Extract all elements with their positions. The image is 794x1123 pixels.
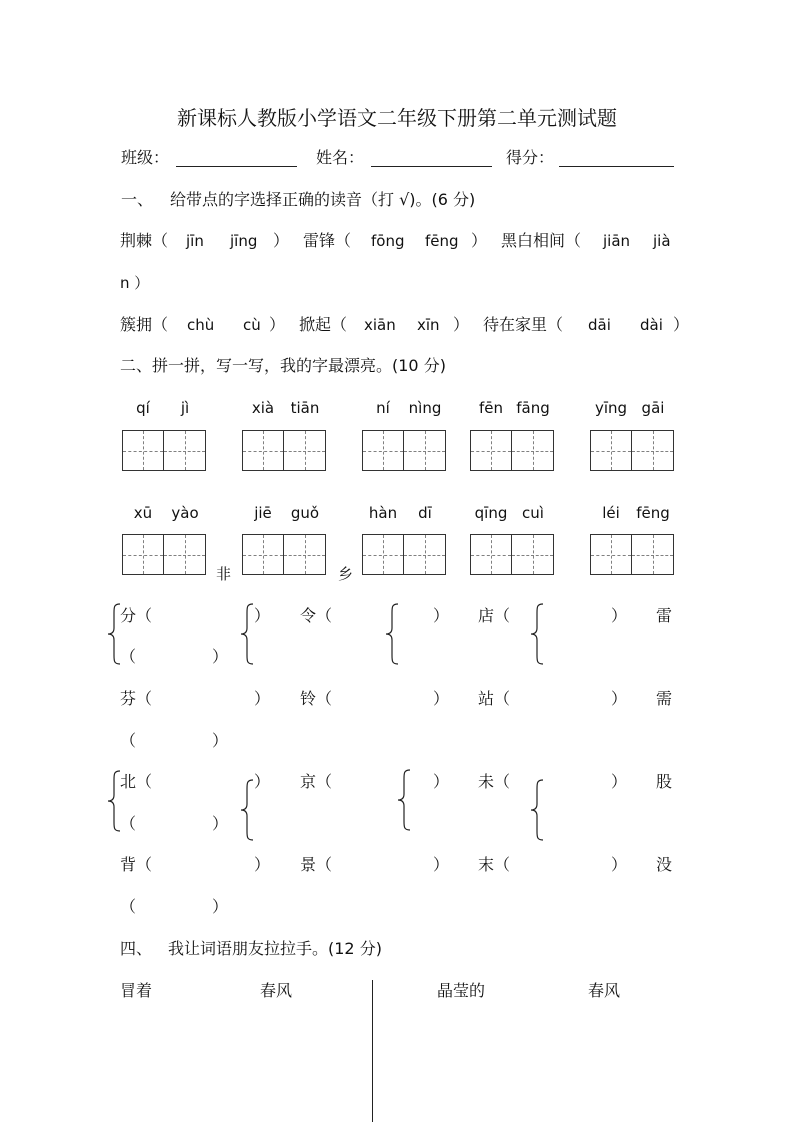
- open-paren: （: [120, 814, 137, 833]
- heading-fragment-text: 非: [216, 565, 232, 583]
- left-brace: [396, 769, 412, 831]
- writing-box: [362, 430, 446, 471]
- pinyin-group: [470, 398, 554, 418]
- match-word-right: 春风: [588, 981, 621, 1000]
- section4-number: 四、: [120, 939, 153, 958]
- compare-char: 京（: [300, 772, 333, 791]
- compare-char: 令（: [300, 606, 333, 625]
- compare-char: 铃（: [300, 689, 333, 708]
- match-word-left: 冒着: [120, 981, 153, 1000]
- compare-char: 站（: [478, 689, 511, 708]
- pinyin-syllable: yào: [171, 504, 199, 522]
- section2-heading: 二、拼一拼，写一写，我的字最漂亮。(10 分): [120, 356, 446, 375]
- pinyin-group: [470, 503, 554, 523]
- pinyin-syllable: xià: [251, 399, 275, 417]
- left-brace: [529, 603, 545, 665]
- writing-cell: [242, 534, 284, 575]
- pronunciation-option: xīn: [417, 316, 440, 334]
- compare-char: 背（: [120, 855, 153, 874]
- open-paren: （: [120, 647, 137, 666]
- pinyin-syllable: xū: [133, 504, 153, 522]
- compare-char: 分（: [120, 606, 153, 625]
- close-paren: ）: [453, 315, 470, 334]
- pronunciation-option: jīn: [186, 232, 204, 250]
- pronunciation-word: 雷锋（: [303, 231, 352, 250]
- writing-box: [590, 430, 674, 471]
- writing-box: [242, 430, 326, 471]
- writing-cell: [512, 534, 554, 575]
- pronunciation-option: chù: [187, 316, 215, 334]
- pinyin-syllable: guǒ: [290, 504, 320, 522]
- writing-cell: [362, 430, 404, 471]
- pronunciation-option: fōng: [371, 232, 405, 250]
- writing-cell: [122, 534, 164, 575]
- compare-char: 店（: [478, 606, 511, 625]
- pronunciation-word: 黑白相间（: [501, 231, 582, 250]
- pronunciation-option: cù: [243, 316, 261, 334]
- compare-char: 没: [656, 855, 673, 874]
- left-brace: [529, 779, 545, 841]
- close-paren: ）: [269, 315, 286, 334]
- close-paren: ）: [254, 772, 271, 791]
- pinyin-group: [122, 398, 206, 418]
- section1-number: 一、: [121, 190, 154, 209]
- close-paren: ）: [212, 897, 229, 916]
- close-paren: ）: [611, 606, 628, 625]
- score-blank: [559, 166, 674, 167]
- close-paren: ）: [611, 689, 628, 708]
- close-paren: ）: [254, 689, 271, 708]
- worksheet-title: 新课标人教版小学语文二年级下册第二单元测试题: [177, 106, 617, 130]
- writing-cell: [470, 430, 512, 471]
- pinyin-syllable: tiān: [290, 399, 320, 417]
- writing-box: [242, 534, 326, 575]
- pinyin-syllable: jì: [180, 399, 190, 417]
- score-label: 得分：: [506, 148, 555, 167]
- writing-cell: [164, 430, 206, 471]
- close-paren: ）: [273, 231, 290, 250]
- writing-cell: [632, 430, 674, 471]
- pinyin-group: [590, 503, 674, 523]
- close-paren: ）: [254, 855, 271, 874]
- close-paren: ）: [611, 855, 628, 874]
- writing-cell: [284, 534, 326, 575]
- writing-cell: [122, 430, 164, 471]
- pinyin-syllable: fāng: [516, 399, 550, 417]
- compare-char: 雷: [656, 606, 673, 625]
- column-divider: [372, 980, 373, 1122]
- close-paren: ）: [433, 606, 450, 625]
- pinyin-group: [242, 398, 326, 418]
- pinyin-syllable: fēng: [636, 504, 670, 522]
- pronunciation-word: 荆棘（: [120, 231, 169, 250]
- pronunciation-option: xiān: [364, 316, 396, 334]
- writing-cell: [242, 430, 284, 471]
- pronunciation-option: dāi: [588, 316, 611, 334]
- close-paren: ）: [471, 231, 488, 250]
- close-paren: ）: [611, 772, 628, 791]
- writing-cell: [590, 430, 632, 471]
- pinyin-syllable: dī: [418, 504, 432, 522]
- writing-cell: [512, 430, 554, 471]
- close-paren: ）: [212, 647, 229, 666]
- pinyin-syllable: hàn: [368, 504, 398, 522]
- pronunciation-option: dài: [640, 316, 663, 334]
- close-paren: ）: [673, 315, 690, 334]
- writing-cell: [470, 534, 512, 575]
- class-blank: [176, 166, 297, 167]
- open-paren: （: [120, 731, 137, 750]
- name-label: 姓名：: [316, 148, 365, 167]
- writing-cell: [590, 534, 632, 575]
- writing-cell: [404, 430, 446, 471]
- pinyin-syllable: qí: [136, 399, 150, 417]
- match-word-right: 晶莹的: [437, 981, 486, 1000]
- pronunciation-word: 待在家里（: [483, 315, 564, 334]
- left-brace: [239, 779, 255, 841]
- pinyin-syllable: ní: [376, 399, 390, 417]
- pronunciation-option: jiān: [603, 232, 631, 250]
- writing-box: [362, 534, 446, 575]
- name-blank: [371, 166, 492, 167]
- section4-instruction: 我让词语朋友拉拉手。(12 分): [168, 939, 382, 958]
- section1-instruction: 给带点的字选择正确的读音（打 √)。(6 分): [170, 190, 476, 209]
- close-paren: ）: [212, 731, 229, 750]
- writing-cell: [164, 534, 206, 575]
- writing-cell: [362, 534, 404, 575]
- writing-cell: [404, 534, 446, 575]
- pinyin-syllable: yīng: [594, 399, 628, 417]
- writing-box: [122, 534, 206, 575]
- compare-char: 北（: [120, 772, 153, 791]
- class-label: 班级：: [121, 148, 170, 167]
- heading-fragment: 乡: [338, 565, 354, 583]
- close-paren: ）: [254, 606, 271, 625]
- writing-box: [590, 534, 674, 575]
- pinyin-group: [362, 503, 446, 523]
- left-brace: [239, 603, 255, 665]
- pinyin-group: [362, 398, 446, 418]
- pronunciation-option: fēng: [425, 232, 459, 250]
- pinyin-group: [122, 503, 206, 523]
- heading-fragment: [216, 564, 232, 584]
- pinyin-syllable: jiē: [254, 504, 272, 522]
- close-paren: ）: [433, 689, 450, 708]
- pronunciation-word: 簇拥（: [120, 315, 169, 334]
- compare-char: 股: [656, 772, 673, 791]
- open-paren: （: [120, 897, 137, 916]
- pinyin-group: [242, 503, 326, 523]
- pronunciation-wrap: n ）: [120, 274, 150, 292]
- pinyin-syllable: gāi: [641, 399, 665, 417]
- writing-box: [470, 430, 554, 471]
- pronunciation-option: jīng: [230, 232, 258, 250]
- left-brace: [384, 603, 400, 665]
- close-paren: ）: [212, 814, 229, 833]
- compare-char: 芬（: [120, 689, 153, 708]
- writing-box: [122, 430, 206, 471]
- match-word-left: 春风: [260, 981, 293, 1000]
- pinyin-syllable: nìng: [408, 399, 442, 417]
- pinyin-syllable: cuì: [522, 504, 544, 522]
- writing-box: [470, 534, 554, 575]
- close-paren: ）: [433, 772, 450, 791]
- compare-char: 需: [656, 689, 673, 708]
- pronunciation-word: 掀起（: [299, 315, 348, 334]
- pinyin-syllable: fēn: [478, 399, 504, 417]
- compare-char: 未（: [478, 772, 511, 791]
- compare-char: 末（: [478, 855, 511, 874]
- compare-char: 景（: [300, 855, 333, 874]
- pronunciation-option: jià: [653, 232, 671, 250]
- writing-cell: [284, 430, 326, 471]
- pinyin-group: [590, 398, 674, 418]
- pinyin-syllable: qīng: [474, 504, 508, 522]
- pinyin-syllable: léi: [602, 504, 620, 522]
- writing-cell: [632, 534, 674, 575]
- close-paren: ）: [433, 855, 450, 874]
